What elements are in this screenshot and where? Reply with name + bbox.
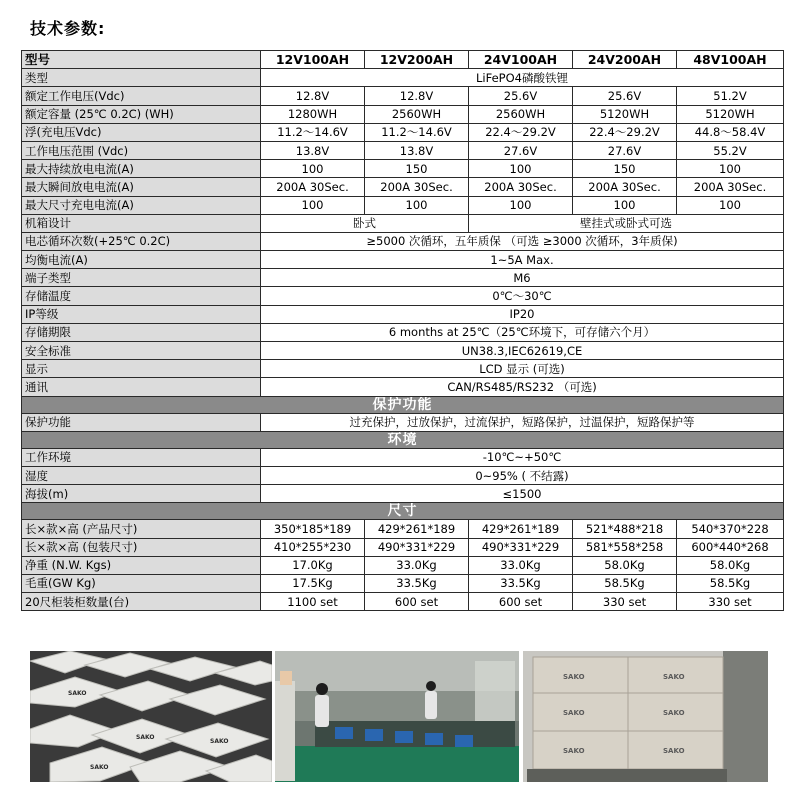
table-cell-merged: 卧式 (261, 214, 469, 232)
table-row (22, 378, 784, 396)
table-cell: 100 (469, 160, 573, 178)
table-row (22, 342, 784, 360)
table-cell-merged: 0~95% ( 不结露) (261, 466, 784, 484)
table-cell: 12.8V (261, 87, 365, 105)
table-cell: 11.2～14.6V (261, 123, 365, 141)
table-cell: 17.5Kg (261, 574, 365, 592)
table-row (22, 520, 784, 538)
row-label: 类型 (22, 69, 261, 87)
row-label: 端子类型 (22, 269, 261, 287)
row-label: 净重 (N.W. Kgs) (22, 556, 261, 574)
table-cell: 1280WH (261, 105, 365, 123)
row-label: 均衡电流(A) (22, 251, 261, 269)
table-row (22, 160, 784, 178)
header-cell: 12V100AH (261, 51, 365, 69)
table-cell: 100 (261, 160, 365, 178)
table-row (22, 196, 784, 214)
table-cell: 58.0Kg (573, 556, 677, 574)
table-cell: 200A 30Sec. (365, 178, 469, 196)
box-label: SAKO (563, 747, 585, 755)
table-cell-merged: -10℃~+50℃ (261, 448, 784, 466)
table-row (22, 538, 784, 556)
table-cell: 55.2V (677, 141, 784, 159)
spec-table (21, 50, 784, 611)
row-label: 湿度 (22, 466, 261, 484)
table-row (22, 269, 784, 287)
lid-logo: SAKO (136, 734, 155, 741)
row-label: 浮(充电压Vdc) (22, 123, 261, 141)
factory-photo (275, 651, 519, 782)
table-row (22, 141, 784, 159)
table-row (22, 323, 784, 341)
page-heading: 技术参数: (30, 19, 106, 38)
table-cell: 12.8V (365, 87, 469, 105)
header-cell: 24V100AH (469, 51, 573, 69)
table-cell-merged: 6 months at 25℃（25℃环境下，可存储六个月） (261, 323, 784, 341)
table-header-row (22, 51, 784, 69)
box-label: SAKO (563, 673, 585, 681)
table-row (22, 123, 784, 141)
header-cell: 型号 (22, 51, 261, 69)
row-label: 保护功能 (22, 413, 261, 431)
table-cell: 200A 30Sec. (677, 178, 784, 196)
header-cell: 12V200AH (365, 51, 469, 69)
table-cell: 100 (677, 160, 784, 178)
lid-logo: SAKO (68, 690, 87, 697)
table-row (22, 87, 784, 105)
table-cell: 200A 30Sec. (469, 178, 573, 196)
row-label: 最大瞬间放电电流(A) (22, 178, 261, 196)
table-cell: 100 (469, 196, 573, 214)
table-row (22, 593, 784, 611)
table-cell-merged: IP20 (261, 305, 784, 323)
table-cell: 410*255*230 (261, 538, 365, 556)
table-cell-merged: M6 (261, 269, 784, 287)
table-cell: 490*331*229 (365, 538, 469, 556)
table-cell: 17.0Kg (261, 556, 365, 574)
table-cell: 600 set (365, 593, 469, 611)
table-row (22, 305, 784, 323)
table-cell-merged: LiFePO4磷酸铁锂 (261, 69, 784, 87)
table-cell: 581*558*258 (573, 538, 677, 556)
table-cell: 13.8V (261, 141, 365, 159)
table-cell: 33.5Kg (469, 574, 573, 592)
table-row (22, 448, 784, 466)
table-cell: 58.5Kg (573, 574, 677, 592)
table-cell: 600*440*268 (677, 538, 784, 556)
header-cell: 48V100AH (677, 51, 784, 69)
header-cell: 24V200AH (573, 51, 677, 69)
table-row (22, 178, 784, 196)
table-cell: 13.8V (365, 141, 469, 159)
table-cell: 100 (261, 196, 365, 214)
lid-logo: SAKO (90, 764, 109, 771)
row-label: 长×款×高 (产品尺寸) (22, 520, 261, 538)
table-cell: 150 (573, 160, 677, 178)
table-row (22, 105, 784, 123)
table-cell: 2560WH (365, 105, 469, 123)
box-label: SAKO (663, 673, 685, 681)
table-cell: 330 set (677, 593, 784, 611)
table-row (22, 232, 784, 250)
table-cell: 150 (365, 160, 469, 178)
table-cell: 429*261*189 (365, 520, 469, 538)
box-label: SAKO (663, 747, 685, 755)
table-row (22, 574, 784, 592)
section-header-row (22, 503, 784, 520)
table-row (22, 214, 784, 232)
table-cell: 58.5Kg (677, 574, 784, 592)
table-cell: 1100 set (261, 593, 365, 611)
table-cell: 33.0Kg (365, 556, 469, 574)
table-cell: 330 set (573, 593, 677, 611)
table-cell: 27.6V (573, 141, 677, 159)
row-label: 工作电压范围 (Vdc) (22, 141, 261, 159)
row-label: 机箱设计 (22, 214, 261, 232)
table-cell: 350*185*189 (261, 520, 365, 538)
table-cell: 429*261*189 (469, 520, 573, 538)
row-label: 工作环境 (22, 448, 261, 466)
table-cell: 25.6V (469, 87, 573, 105)
table-cell: 2560WH (469, 105, 573, 123)
table-row (22, 251, 784, 269)
table-cell: 100 (677, 196, 784, 214)
table-cell: 100 (365, 196, 469, 214)
table-cell: 200A 30Sec. (261, 178, 365, 196)
row-label: 通讯 (22, 378, 261, 396)
section-title: 环境 (22, 431, 784, 448)
table-cell: 5120WH (677, 105, 784, 123)
table-cell: 33.5Kg (365, 574, 469, 592)
table-cell: 44.8～58.4V (677, 123, 784, 141)
lid-logo: SAKO (210, 738, 229, 745)
table-cell-merged: 1~5A Max. (261, 251, 784, 269)
row-label: 额定容量 (25℃ 0.2C) (WH) (22, 105, 261, 123)
box-label: SAKO (563, 709, 585, 717)
packaged-boxes-photo (523, 651, 768, 782)
table-row (22, 360, 784, 378)
table-row (22, 287, 784, 305)
section-title: 尺寸 (22, 503, 784, 520)
table-cell-merged: 过充保护，过放保护，过流保护，短路保护，过温保护，短路保护等 (261, 413, 784, 431)
table-cell: 27.6V (469, 141, 573, 159)
table-cell-merged: ≤1500 (261, 485, 784, 503)
row-label: 毛重(GW Kg) (22, 574, 261, 592)
row-label: 最大尺寸充电电流(A) (22, 196, 261, 214)
table-row (22, 413, 784, 431)
table-row (22, 485, 784, 503)
table-cell-merged: CAN/RS485/RS232 （可选) (261, 378, 784, 396)
row-label: 存储温度 (22, 287, 261, 305)
table-cell: 600 set (469, 593, 573, 611)
table-cell-merged: 0℃～30℃ (261, 287, 784, 305)
battery-lids-photo (30, 651, 272, 782)
table-cell-merged: 壁挂式或卧式可选 (469, 214, 784, 232)
table-cell: 22.4～29.2V (573, 123, 677, 141)
table-cell: 51.2V (677, 87, 784, 105)
row-label: 最大持续放电电流(A) (22, 160, 261, 178)
row-label: 长×款×高 (包装尺寸) (22, 538, 261, 556)
row-label: IP等级 (22, 305, 261, 323)
table-row (22, 466, 784, 484)
table-cell: 540*370*228 (677, 520, 784, 538)
table-row (22, 69, 784, 87)
table-cell: 58.0Kg (677, 556, 784, 574)
box-label: SAKO (663, 709, 685, 717)
row-label: 海拔(m) (22, 485, 261, 503)
table-cell-merged: LCD 显示 (可选) (261, 360, 784, 378)
section-title: 保护功能 (22, 396, 784, 413)
row-label: 存储期限 (22, 323, 261, 341)
table-cell-merged: UN38.3,IEC62619,CE (261, 342, 784, 360)
table-cell: 25.6V (573, 87, 677, 105)
section-header-row (22, 431, 784, 448)
row-label: 安全标准 (22, 342, 261, 360)
table-row (22, 556, 784, 574)
row-label: 20尺柜装柜数量(台) (22, 593, 261, 611)
table-cell: 521*488*218 (573, 520, 677, 538)
row-label: 额定工作电压(Vdc) (22, 87, 261, 105)
table-cell: 11.2～14.6V (365, 123, 469, 141)
table-cell: 22.4～29.2V (469, 123, 573, 141)
table-cell: 33.0Kg (469, 556, 573, 574)
section-header-row (22, 396, 784, 413)
table-cell: 490*331*229 (469, 538, 573, 556)
table-cell: 100 (573, 196, 677, 214)
table-cell-merged: ≥5000 次循环，五年质保 （可选 ≥3000 次循环，3年质保) (261, 232, 784, 250)
row-label: 电芯循环次数(+25℃ 0.2C) (22, 232, 261, 250)
table-cell: 5120WH (573, 105, 677, 123)
row-label: 显示 (22, 360, 261, 378)
table-cell: 200A 30Sec. (573, 178, 677, 196)
